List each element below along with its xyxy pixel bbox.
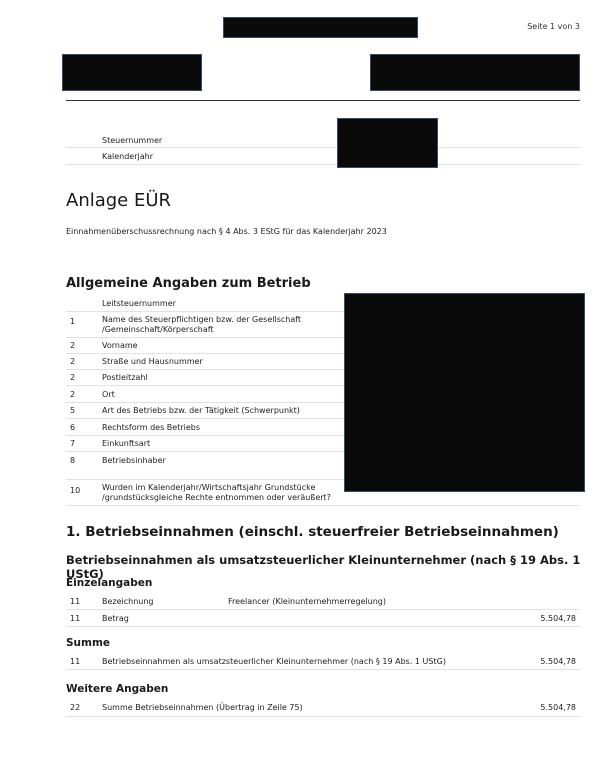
- redacted-header-left: [62, 54, 202, 91]
- row-label: Name des Steuerpflichtigen bzw. der Gesellschaft /Gemeinschaft/Körperschaft: [102, 315, 302, 334]
- row-label: Kalenderjahr: [102, 152, 153, 161]
- row-label: Ort: [102, 390, 115, 399]
- page-title: Anlage EÜR: [66, 190, 172, 211]
- row-label: Art des Betriebs bzw. der Tätigkeit (Schwerpunkt): [102, 406, 300, 415]
- subsection-heading-kleinunternehmer: Betriebseinnahmen als umsatzsteuerlicher Kleinunternehmer (nach § 19 Abs. 1 UStG): [66, 553, 581, 581]
- page-subtitle: Einnahmenüberschussrechnung nach § 4 Abs. 3 EStG für das Kalenderjahr 2023: [66, 227, 387, 236]
- intro-row-kalenderjahr: [66, 148, 580, 165]
- page-info: Seite 1 von 3: [527, 22, 580, 31]
- redacted-header-top: [223, 17, 418, 38]
- row-number: 10: [70, 486, 81, 495]
- row-number: 2: [70, 390, 76, 399]
- section-heading-general: Allgemeine Angaben zum Betrieb: [66, 276, 311, 291]
- row-label: Betrag: [102, 614, 129, 623]
- row-number: 1: [70, 317, 76, 326]
- row-label: Summe Betriebseinnahmen (Übertrag in Zeile 75): [102, 703, 303, 712]
- row-number: 5: [70, 406, 76, 415]
- row-number: 2: [70, 373, 76, 382]
- row-label: Postleitzahl: [102, 373, 148, 382]
- row-number: 8: [70, 456, 76, 465]
- row-amount: 5.504,78: [540, 614, 576, 623]
- row-amount: 5.504,78: [540, 657, 576, 666]
- row-label: Vorname: [102, 341, 138, 350]
- row-label: Straße und Hausnummer: [102, 357, 203, 366]
- einzel-row-betrag: [66, 610, 580, 627]
- row-amount: 5.504,78: [540, 703, 576, 712]
- header-divider: [66, 100, 580, 101]
- row-label: Bezeichnung: [102, 597, 154, 606]
- einzel-row-bezeichnung: [66, 594, 580, 610]
- row-label: Einkunftsart: [102, 439, 151, 448]
- row-number: 6: [70, 423, 76, 432]
- summe-row: [66, 653, 580, 670]
- row-number: 7: [70, 439, 76, 448]
- row-label: Rechtsform des Betriebs: [102, 423, 201, 432]
- row-value: Freelancer (Kleinunternehmerregelung): [228, 597, 386, 606]
- row-number: 22: [70, 703, 81, 712]
- row-number: 2: [70, 357, 76, 366]
- row-number: 11: [70, 657, 81, 666]
- redacted-intro-values: [337, 118, 438, 168]
- redacted-header-right: [370, 54, 580, 91]
- heading-summe: Summe: [66, 637, 111, 649]
- row-label: Wurden im Kalenderjahr/Wirtschaftsjahr Grundstücke /grundstücksgleiche Rechte entnommen oder veräußert?: [102, 483, 331, 502]
- heading-einzelangaben: Einzelangaben: [66, 577, 153, 589]
- row-label: Leitsteuernummer: [102, 299, 176, 308]
- row-number: 11: [70, 614, 81, 623]
- row-label: Betriebsinhaber: [102, 456, 166, 465]
- intro-row-steuernummer: [66, 131, 580, 148]
- heading-weitere-angaben: Weitere Angaben: [66, 683, 169, 695]
- weitere-row: [66, 700, 580, 717]
- section-heading-income: 1. Betriebseinnahmen (einschl. steuerfreier Betriebseinnahmen): [66, 524, 559, 540]
- row-label: Betriebseinnahmen als umsatzsteuerlicher Kleinunternehmer (nach § 19 Abs. 1 UStG): [102, 657, 446, 666]
- row-number: 2: [70, 341, 76, 350]
- redacted-general-values: [344, 293, 585, 492]
- row-label: Steuernummer: [102, 136, 163, 145]
- row-number: 11: [70, 597, 81, 606]
